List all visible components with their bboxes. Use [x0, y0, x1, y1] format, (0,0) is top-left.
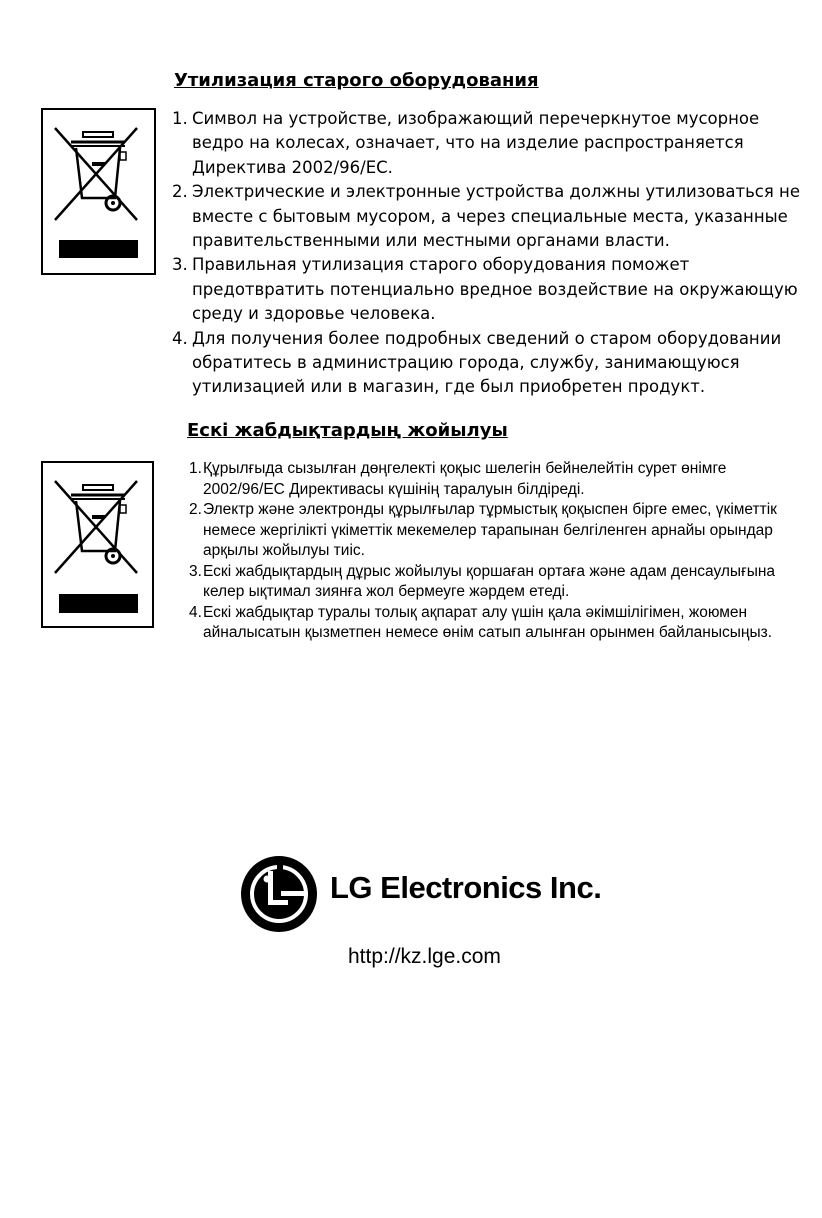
list-item: [172, 253, 812, 326]
lg-logo-icon: [240, 855, 318, 937]
instruction-list: [172, 107, 812, 400]
item-number: 4.: [189, 603, 202, 621]
item-number: 3.: [172, 255, 188, 275]
list-item: [189, 562, 789, 603]
list-item: [189, 459, 789, 500]
list-item: [172, 107, 812, 180]
item-number: 1.: [172, 109, 188, 128]
item-number: 4.: [172, 328, 188, 348]
item-text: Құрылғыда сызылған дөңгелекті қоқыс шелегін бейнелейтін сурет өнімге 2002/96/EC Директивасы күшінің таралуын білдіреді.: [203, 460, 727, 498]
list-item: [172, 180, 812, 253]
list-item: [189, 603, 789, 644]
company-name: LG Electronics Inc.: [330, 870, 602, 905]
item-text: Правильная утилизация старого оборудования поможет предотвратить потенциально вредное воздействие на окружающую среду и здоровье человека.: [192, 255, 798, 324]
item-text: Электр және электронды құрылғылар тұрмыстық қоқыспен бірге емес, үкіметтік немесе жергілікті үкіметтік мекемелер тарапынан белгіленген арнайы орындар арқылы жойылуы тиіс.: [203, 501, 777, 559]
item-text: Ескі жабдықтардың дұрыс жойылуы қоршаған ортаға және адам денсаулығына келер ықтимал зиянға жол бермеуге жәрдем етеді.: [203, 562, 776, 600]
list-item: [189, 500, 789, 562]
website-url[interactable]: http://kz.lge.com: [348, 945, 501, 968]
item-number: 2.: [189, 501, 202, 518]
item-number: 1.: [189, 460, 202, 477]
weee-icon-box: [41, 461, 154, 628]
item-text: Для получения более подробных сведений о старом оборудовании обратитесь в администрацию города, службу, занимающуюся утилизацией или в магазин, где был приобретен продукт.: [192, 328, 782, 397]
section-title: Ескі жабдықтардың жойылуы: [187, 420, 508, 441]
weee-icon-box: [41, 108, 156, 275]
crossed-out-wheelie-bin-icon: [43, 463, 152, 626]
crossed-out-wheelie-bin-icon: [43, 110, 154, 273]
instruction-list: [189, 459, 789, 644]
item-number: 2.: [172, 182, 188, 202]
item-text: Электрические и электронные устройства должны утилизоваться не вместе с бытовым мусором, а через специальные места, указанные правительственными или местными органами власти.: [192, 182, 800, 251]
item-text: Символ на устройстве, изображающий перечеркнутое мусорное ведро на колесах, означает, что на изделие распространяется Директива 2002/96/EC.: [192, 109, 760, 177]
section-title: Утилизация старого оборудования: [174, 70, 539, 91]
item-text: Ескі жабдықтар туралы толық ақпарат алу үшін қала әкімшілігімен, жоюмен айналысатын қызметпен немесе өнім сатып алынған орынмен байланысыңыз.: [203, 603, 772, 641]
list-item: [172, 327, 812, 400]
item-number: 3.: [189, 562, 202, 580]
